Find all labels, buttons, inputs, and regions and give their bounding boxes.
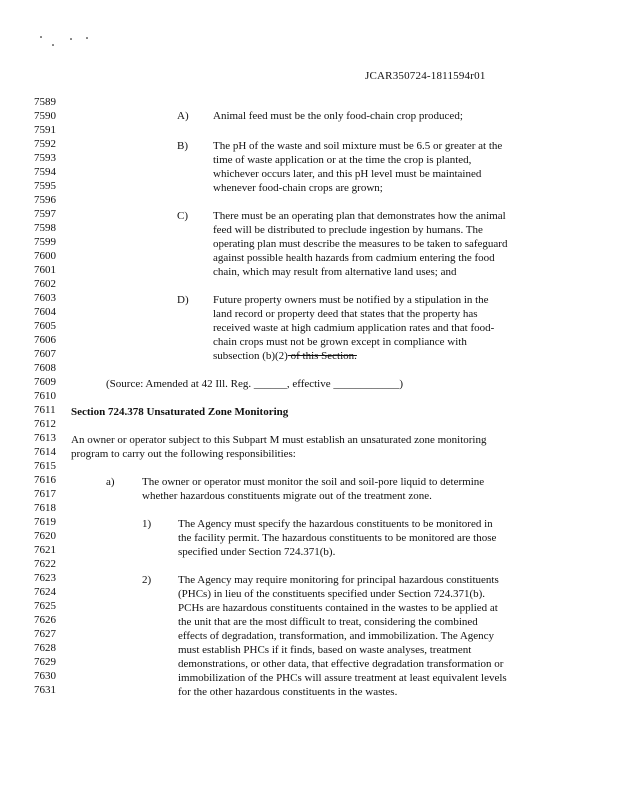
item-c-line: There must be an operating plan that demonstrates how the animal — [213, 210, 506, 222]
para-2-line: effects of degradation, transformation, and immobilization. The Agency — [178, 630, 495, 642]
line-number: 7593 — [34, 152, 56, 164]
scan-speck — [40, 36, 42, 38]
line-number: 7620 — [34, 530, 56, 542]
scan-speck — [86, 37, 88, 39]
document-id: JCAR350724-1811594r01 — [365, 70, 486, 82]
item-d-line: received waste at high cadmium application rates and that food- — [213, 322, 495, 334]
line-number: 7607 — [34, 348, 56, 360]
intro-line: program to carry out the following responsibilities: — [71, 448, 296, 460]
item-a-line: Animal feed must be the only food-chain crop produced; — [213, 110, 463, 122]
line-number: 7606 — [34, 334, 56, 346]
para-1-marker: 1) — [142, 518, 152, 530]
item-b-line: whenever food-chain crops are grown; — [213, 182, 383, 194]
line-number: 7604 — [34, 306, 56, 318]
line-number: 7596 — [34, 194, 56, 206]
line-number: 7628 — [34, 642, 56, 654]
para-2-marker: 2) — [142, 574, 152, 586]
line-number: 7608 — [34, 362, 56, 374]
item-b-marker: B) — [177, 140, 188, 152]
item-c-line: chain, which may result from alternative land uses; and — [213, 266, 457, 278]
line-number: 7602 — [34, 278, 56, 290]
line-number: 7594 — [34, 166, 56, 178]
para-1-line: The Agency must specify the hazardous constituents to be monitored in — [178, 518, 493, 530]
para-2-line: demonstrations, or other data, that effective degradation transformation or — [178, 658, 504, 670]
item-c-line: against possible health hazards from cadmium entering the food — [213, 252, 495, 264]
subsection-a-marker: a) — [106, 476, 115, 488]
item-d-last-line — [213, 351, 357, 362]
line-number: 7627 — [34, 628, 56, 640]
para-1-line: specified under Section 724.371(b). — [178, 546, 336, 558]
line-number: 7626 — [34, 614, 56, 626]
line-number: 7600 — [34, 250, 56, 262]
item-c-line: feed will be distributed to preclude ingestion by humans. The — [213, 224, 483, 236]
line-number: 7601 — [34, 264, 56, 276]
line-number: 7589 — [34, 96, 56, 108]
line-number: 7610 — [34, 390, 56, 402]
line-number: 7609 — [34, 376, 56, 388]
line-number: 7595 — [34, 180, 56, 192]
line-number: 7597 — [34, 208, 56, 220]
line-number: 7617 — [34, 488, 56, 500]
item-c-marker: C) — [177, 210, 188, 222]
line-number: 7612 — [34, 418, 56, 430]
line-number: 7629 — [34, 656, 56, 668]
line-number: 7622 — [34, 558, 56, 570]
item-d-line: Future property owners must be notified by a stipulation in the — [213, 294, 489, 306]
line-number: 7623 — [34, 572, 56, 584]
subsection-a-line: whether hazardous constituents migrate out of the treatment zone. — [142, 490, 432, 502]
line-number: 7598 — [34, 222, 56, 234]
item-d-marker: D) — [177, 294, 189, 306]
source-note: (Source: Amended at 42 Ill. Reg. ______, effective ____________) — [106, 378, 404, 390]
para-2-line: the unit that are the most difficult to treat, considering the combined — [178, 616, 478, 628]
line-number: 7613 — [34, 432, 56, 444]
scan-speck — [70, 38, 72, 40]
line-number: 7599 — [34, 236, 56, 248]
intro-line: An owner or operator subject to this Subpart M must establish an unsaturated zone monitoring — [71, 434, 487, 446]
line-number: 7603 — [34, 292, 56, 304]
para-2-line: (PHCs) in lieu of the constituents specified under Section 724.371(b). — [178, 588, 486, 600]
line-number: 7611 — [34, 404, 56, 416]
para-2-line: must establish PHCs if it finds, based on waste analyses, treatment — [178, 644, 472, 656]
subsection-a-line: The owner or operator must monitor the soil and soil-pore liquid to determine — [142, 476, 485, 488]
item-c-line: operating plan must describe the measures to be taken to safeguard — [213, 238, 508, 250]
para-2-line: The Agency may require monitoring for principal hazardous constituents — [178, 574, 499, 586]
scan-speck — [52, 44, 54, 46]
line-number: 7625 — [34, 600, 56, 612]
line-number: 7590 — [34, 110, 56, 122]
line-number: 7630 — [34, 670, 56, 682]
item-b-line: time of waste application or at the time the crop is planted, — [213, 154, 472, 166]
line-number: 7614 — [34, 446, 56, 458]
item-d-line: chain crops must not be grown except in compliance with — [213, 336, 467, 348]
item-d-last-line-text: subsection (b)(2) — [213, 350, 288, 362]
para-1-line: the facility permit. The hazardous constituents to be monitored are those — [178, 532, 497, 544]
struck-text: of this Section. — [287, 350, 357, 362]
line-number: 7618 — [34, 502, 56, 514]
line-number: 7605 — [34, 320, 56, 332]
line-number: 7619 — [34, 516, 56, 528]
line-number: 7592 — [34, 138, 56, 150]
para-2-line: PCHs are hazardous constituents contained in the wastes to be applied at — [178, 602, 498, 614]
section-heading: Section 724.378 Unsaturated Zone Monitoring — [71, 406, 289, 418]
item-d-line: land record or property deed that states that the property has — [213, 308, 478, 320]
item-b-line: whichever occurs later, and this pH level must be maintained — [213, 168, 482, 180]
line-number: 7631 — [34, 684, 56, 696]
item-a-marker: A) — [177, 110, 189, 122]
line-number: 7624 — [34, 586, 56, 598]
item-b-line: The pH of the waste and soil mixture must be 6.5 or greater at the — [213, 140, 503, 152]
line-number: 7616 — [34, 474, 56, 486]
para-2-line: for the other hazardous constituents in the wastes. — [178, 686, 398, 698]
line-number: 7591 — [34, 124, 56, 136]
para-2-line: immobilization of the PHCs will assure treatment at least equivalent levels — [178, 672, 507, 684]
line-number: 7615 — [34, 460, 56, 472]
line-number: 7621 — [34, 544, 56, 556]
